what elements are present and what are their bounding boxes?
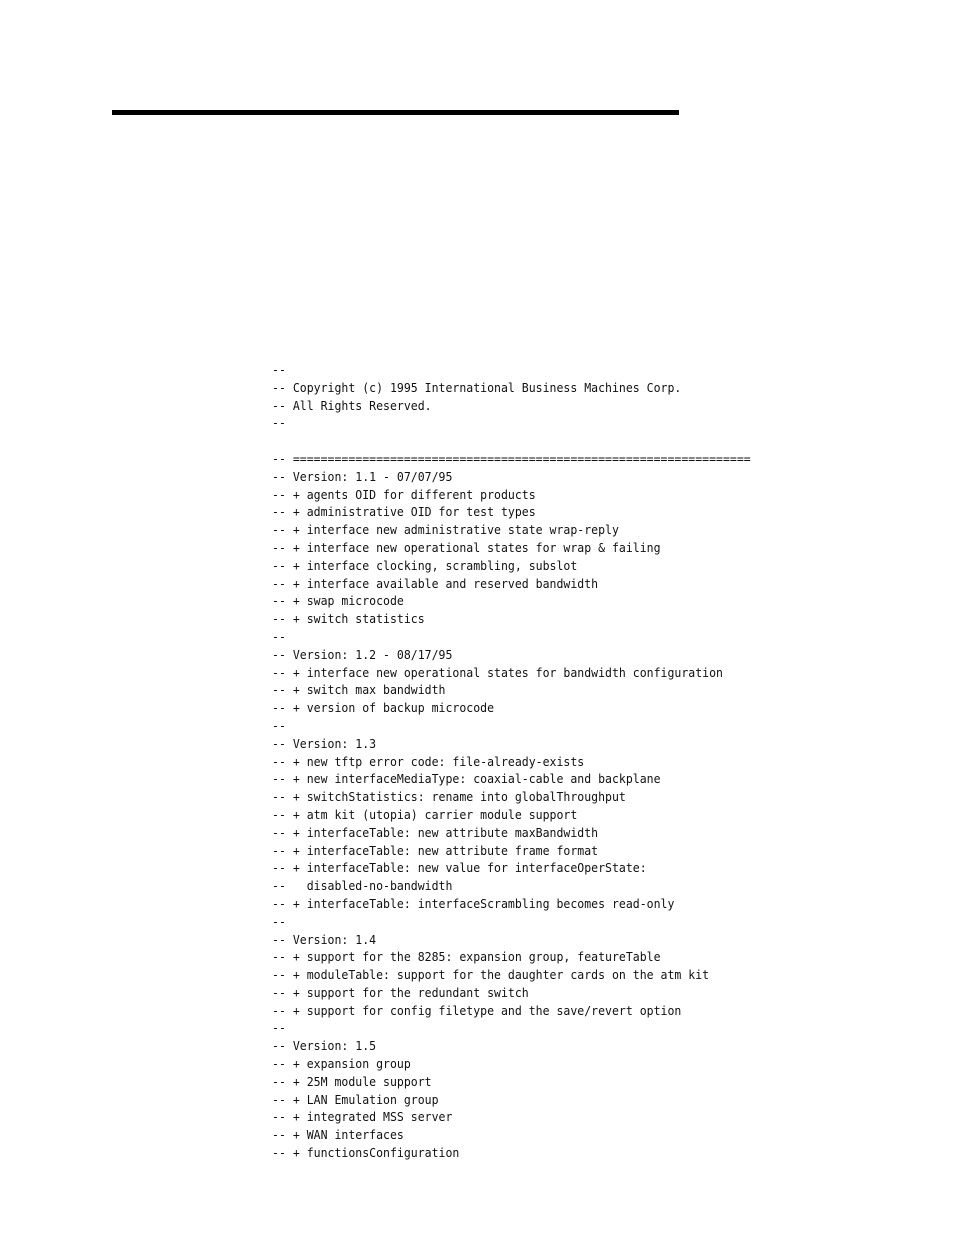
code-line: -- Version: 1.2 - 08/17/95 bbox=[272, 646, 453, 662]
code-line bbox=[272, 432, 867, 450]
code-line: -- + interface new operational states for wrap & failing bbox=[272, 539, 661, 555]
code-line: -- Version: 1.3 bbox=[272, 735, 377, 751]
code-line: -- + new interfaceMediaType: coaxial-cable and backplane bbox=[272, 771, 661, 787]
code-line: -- + interfaceTable: interfaceScrambling becomes read-only bbox=[272, 895, 675, 911]
code-line: -- Version: 1.1 - 07/07/95 bbox=[272, 468, 453, 484]
code-line: -- + interface available and reserved bandwidth bbox=[272, 575, 599, 591]
code-line: -- + 25M module support bbox=[272, 1073, 432, 1089]
code-line: -- + support for the redundant switch bbox=[272, 984, 529, 1000]
code-line: -- All Rights Reserved. bbox=[272, 397, 432, 413]
code-line: -- Copyright (c) 1995 International Business Machines Corp. bbox=[272, 379, 682, 395]
mib-comment-block bbox=[272, 361, 912, 1162]
code-line: -- + interfaceTable: new value for interfaceOperState: bbox=[272, 860, 647, 876]
code-line: -- + interface new administrative state wrap-reply bbox=[272, 522, 619, 538]
code-line: -- + switch statistics bbox=[272, 611, 425, 627]
code-line: -- + support for config filetype and the save/revert option bbox=[272, 1002, 682, 1018]
code-line: -- + LAN Emulation group bbox=[272, 1091, 439, 1107]
code-line: -- + interfaceTable: new attribute maxBandwidth bbox=[272, 824, 599, 840]
code-line: -- bbox=[272, 913, 286, 929]
code-line: -- + switch max bandwidth bbox=[272, 682, 446, 698]
top-rule bbox=[112, 110, 679, 115]
code-line: -- bbox=[272, 415, 286, 431]
code-line: -- disabled-no-bandwidth bbox=[272, 878, 453, 894]
code-line: -- + atm kit (utopia) carrier module support bbox=[272, 806, 578, 822]
code-line: -- + swap microcode bbox=[272, 593, 404, 609]
code-line: -- bbox=[272, 362, 286, 377]
code-line: -- bbox=[272, 628, 286, 644]
code-line: -- + expansion group bbox=[272, 1056, 411, 1072]
code-line: -- + functionsConfiguration bbox=[272, 1145, 460, 1161]
code-line: -- + administrative OID for test types bbox=[272, 504, 536, 520]
code-line: -- Version: 1.4 bbox=[272, 931, 377, 947]
code-line: -- + interfaceTable: new attribute frame format bbox=[272, 842, 599, 858]
code-line: -- + agents OID for different products bbox=[272, 486, 536, 502]
code-line: -- + moduleTable: support for the daughter cards on the atm kit bbox=[272, 967, 710, 983]
code-line: -- + support for the 8285: expansion group, featureTable bbox=[272, 949, 661, 965]
code-line: -- bbox=[272, 717, 286, 733]
code-line: -- + interface new operational states for bandwidth configuration bbox=[272, 664, 723, 680]
code-line: -- + integrated MSS server bbox=[272, 1109, 453, 1125]
code-line: -- + switchStatistics: rename into globalThroughput bbox=[272, 789, 626, 805]
code-line: -- Version: 1.5 bbox=[272, 1038, 377, 1054]
code-line: -- + version of backup microcode bbox=[272, 700, 495, 716]
code-line: -- bbox=[272, 1020, 286, 1036]
code-line: -- + interface clocking, scrambling, subslot bbox=[272, 557, 578, 573]
code-line: -- + WAN interfaces bbox=[272, 1127, 404, 1143]
code-line: -- ================================================================== bbox=[272, 450, 751, 466]
code-line: -- + new tftp error code: file-already-exists bbox=[272, 753, 585, 769]
